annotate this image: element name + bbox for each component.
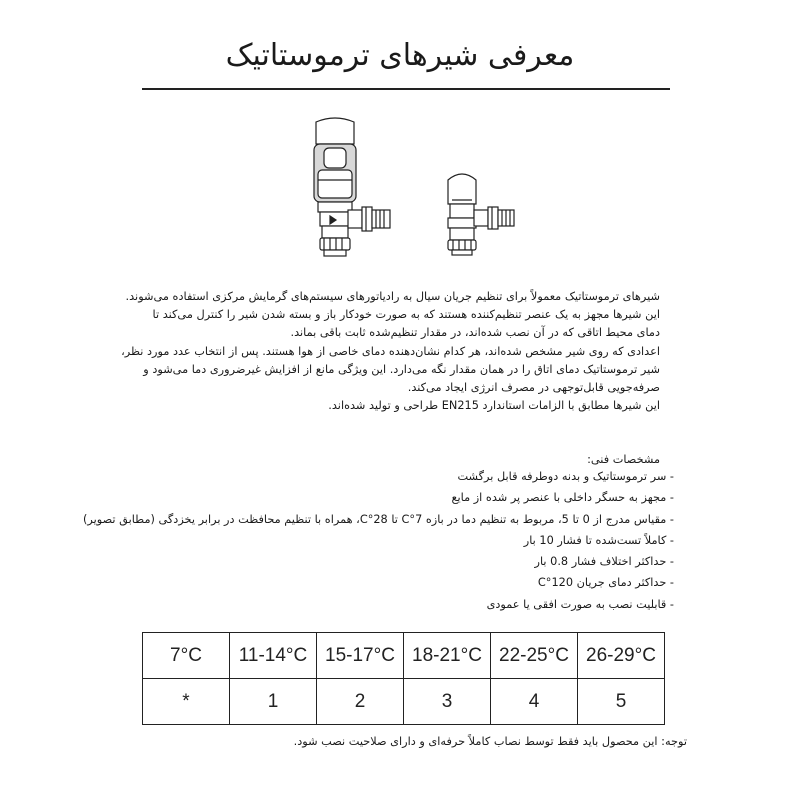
setting-cell: *	[143, 679, 230, 725]
temperature-row	[143, 633, 665, 679]
spec-item: - مجهز به حسگر داخلی با عنصر پر شده از مایع	[451, 491, 674, 505]
intro-line: این شیرها مجهز به یک عنصر تنظیم‌کننده هستند که به صورت خودکار باز و بسته شدن شیر را کنترل می‌کند تا	[152, 308, 660, 322]
spec-item: - حداکثر دمای جریان 120°C	[537, 576, 674, 590]
setting-cell: 1	[230, 679, 317, 725]
setting-cell: 4	[491, 679, 578, 725]
setting-row	[143, 679, 665, 725]
setting-cell: 5	[578, 679, 665, 725]
intro-line: صرفه‌جویی قابل‌توجهی در مصرف انرژی ایجاد می‌کند.	[407, 381, 660, 395]
specs-heading: مشخصات فنی:	[587, 453, 660, 466]
intro-line: شیر ترموستاتیک دمای اتاق را در همان مقدار نگه می‌دارد. این ویژگی مانع از افزایش غیرضروری دما می‌شود و	[143, 362, 660, 376]
specs-list	[54, 466, 674, 615]
temperature-cell: 11-14°C	[230, 633, 317, 679]
installation-note: توجه: این محصول باید فقط توسط نصاب کاملاً حرفه‌ای و دارای صلاحیت نصب شود.	[293, 735, 687, 748]
temperature-cell: 7°C	[143, 633, 230, 679]
setting-cell: 2	[317, 679, 404, 725]
valve-illustration	[290, 110, 550, 265]
spec-item: - حداکثر اختلاف فشار 0.8 بار	[534, 555, 674, 569]
temperature-cell: 15-17°C	[317, 633, 404, 679]
temperature-cell: 18-21°C	[404, 633, 491, 679]
spec-item: - سر ترموستاتیک و بدنه دوطرفه قابل برگشت	[457, 470, 674, 483]
intro-line: اعدادی که روی شیر مشخص شده‌اند، هر کدام نشان‌دهنده دمای خاصی از هوا هستند. پس از انتخاب عدد مورد نظر،	[121, 344, 660, 358]
spec-item: - قابلیت نصب به صورت افقی یا عمودی	[486, 597, 674, 611]
temperature-cell: 22-25°C	[491, 633, 578, 679]
intro-line: این شیرها مطابق با الزامات استاندارد EN215 طراحی و تولید شده‌اند.	[328, 399, 660, 413]
intro-line: شیرهای ترموستاتیک معمولاً برای تنظیم جریان سیال به رادیاتورهای سیستم‌های گرمایش مرکزی استفاده می‌شوند.	[125, 290, 660, 303]
title-divider	[142, 88, 670, 90]
page-title: معرفی شیرهای ترموستاتیک	[225, 38, 575, 73]
capped-valve-icon	[448, 174, 514, 255]
thermostatic-valve-icon	[314, 118, 390, 256]
spec-item: - مقیاس مدرج از 0 تا 5، مربوط به تنظیم دما در بازه 7°C تا 28°C، همراه با تنظیم محافظت در برابر یخزدگی (مطابق تصویر)	[83, 512, 674, 526]
temperature-setting-table	[142, 632, 665, 725]
intro-text	[100, 288, 660, 415]
setting-cell: 3	[404, 679, 491, 725]
intro-line: دمای محیط اتاقی که در آن نصب شده‌اند، در مقدار تنظیم‌شده ثابت باقی بماند.	[290, 326, 660, 340]
temperature-cell: 26-29°C	[578, 633, 665, 679]
spec-item: - کاملاً تست‌شده تا فشار 10 بار	[523, 533, 674, 547]
